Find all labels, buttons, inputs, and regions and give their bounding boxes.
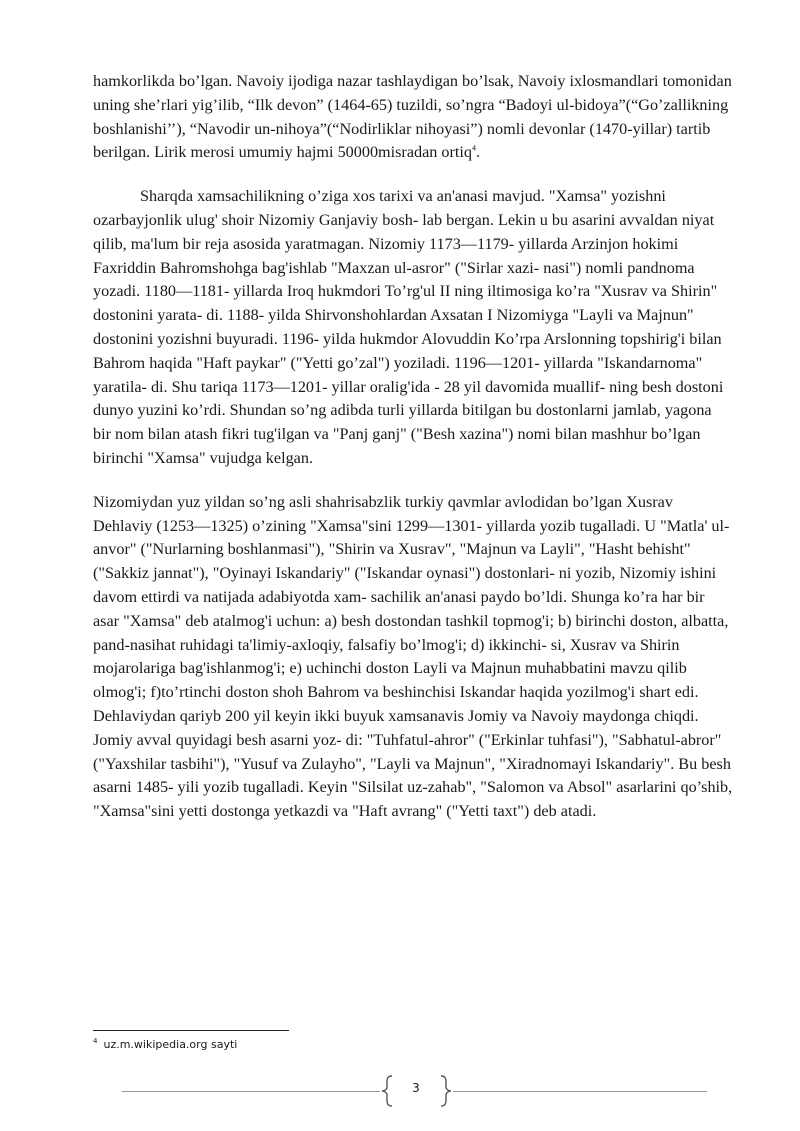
right-brace-icon [439, 1075, 453, 1107]
paragraph-2: Sharqda xamsachilikning o’ziga xos tarixi va an'anasi mavjud. "Xamsa" yozishni ozarbayjonlik ulug' shoir Nizomiy Ganjaviy bosh- lab bergan. Lekin u bu asarini avvaldan niyat qilib, ma'lum bir reja asosida yaratmagan. Nizomiy 1173—1179- yillarda Arzinjon hokimi Faxriddin Bahromshohga bag'ishlab "Maxzan ul-asror" ("Sirlar xazi- nasi") nomli pandnoma yozadi. 1180—1181- yillarda Iroq hukmdori To’rg'ul II ning iltimosiga ko’ra "Xusrav va Shirin" dostonini yarata- di. 1188- yilda Shirvonshohlardan Axsatan I Nizomiyga "Layli va Majnun" dostonini yozishni buyuradi. 1196- yilda hukmdor Alovuddin Ko’rpa Arslonning topshirig'i bilan Bahrom haqida "Haft paykar" ("Yetti go’zal") yoziladi. 1196—1201- yillarda "Iskandarnoma" yaratila- di. Shu tariqa 1173—1201- yillar oralig'ida - 28 yil davomida muallif- ning besh dostoni dunyo yuzini ko’rdi. Shundan so’ng adibda turli yillarda bitilgan bu dostonlarni jamlab, yagona bir nom bilan atash fikri tug'ilgan va "Panj ganj" ("Besh xazina") nomi bilan mashhur bo’lgan birinchi "Xamsa" vujudga kelgan. [93, 187, 724, 467]
footer-rule-left [122, 1091, 380, 1092]
footnote [93, 1038, 237, 1051]
footnote-number: 4 [93, 1037, 98, 1046]
page-number: 3 [412, 1081, 420, 1095]
document-body [93, 70, 733, 844]
paragraph-1-text: hamkorlikda bo’lgan. Navoiy ijodiga nazar tashlaydigan bo’lsak, Navoiy ixlosmandlari tomonidan uning she’rlari yig’ilib, “Ilk devon” (1464-65) tuzildi, so’ngra “Badoyi ul-bidoya”(“Go’zallikning boshlanishi’’), “Navodir un-nihoya”(“Nodirliklar nihoyasi”) nomli devonlar (1470-yillar) tartib berilgan. Lirik merosi umumiy hajmi 50000misradan ortiq [93, 72, 732, 162]
footnote-separator [93, 1030, 289, 1031]
paragraph-1 [93, 70, 733, 165]
footnote-reference[interactable]: 4 [472, 144, 476, 153]
footnote-text: uz.m.wikipedia.org sayti [103, 1038, 238, 1051]
footer-rule-right [453, 1091, 707, 1092]
left-brace-icon [380, 1075, 394, 1107]
paragraph-1-tail: . [476, 143, 481, 162]
paragraph-3: Nizomiydan yuz yildan so’ng asli shahrisabzlik turkiy qavmlar avlodidan bo’lgan Xusrav Dehlaviy (1253—1325) o’zining "Xamsa"sini 1299—1301- yillarda yozib tugalladi. U "Matla' ul-anvor" ("Nurlarning boshlanmasi"), "Shirin va Xusrav", "Majnun va Layli", "Hasht behisht" ("Sakkiz jannat"), "Oyinayi Iskandariy" ("Iskandar oynasi") dostonlari- ni yozib, Nizomiy ishini davom ettirdi va natijada adabiyotda xam- sachilik an'anasi paydo bo’ldi. Shunga ko’ra har bir asar "Xamsa" deb atalmog'i uchun: a) besh dostondan tashkil topmog'i; b) birinchi doston, albatta, pand-nasihat ruhidagi ta'limiy-axloqiy, falsafiy bo’lmog'i; d) ikkinchi- si, Xusrav va Shirin mojarolariga bag'ishlanmog'i; e) uchinchi doston Layli va Majnun muhabbatini mavzu qilib olmog'i; f)to’rtinchi doston shoh Bahrom va beshinchisi Iskandar haqida yozilmog'i shart edi. Dehlaviydan qariyb 200 yil keyin ikki buyuk xamsanavis Jomiy va Navoiy maydonga chiqdi. Jomiy avval quyidagi besh asarni yoz- di: "Tuhfatul-ahror" ("Erkinlar tuhfasi"), "Sabhatul-abror" ("Yaxshilar tasbihi"), "Yusuf va Zulayho", "Layli va Majnun", "Xiradnomayi Iskandariy". Bu besh asarni 1485- yili yozib tugalladi. Keyin "Silsilat uz-zahab", "Salomon va Absol" asarlarini qo’shib, "Xamsa"sini yetti dostonga yetkazdi va "Haft avrang" ("Yetti taxt") deb atadi. [93, 492, 733, 821]
